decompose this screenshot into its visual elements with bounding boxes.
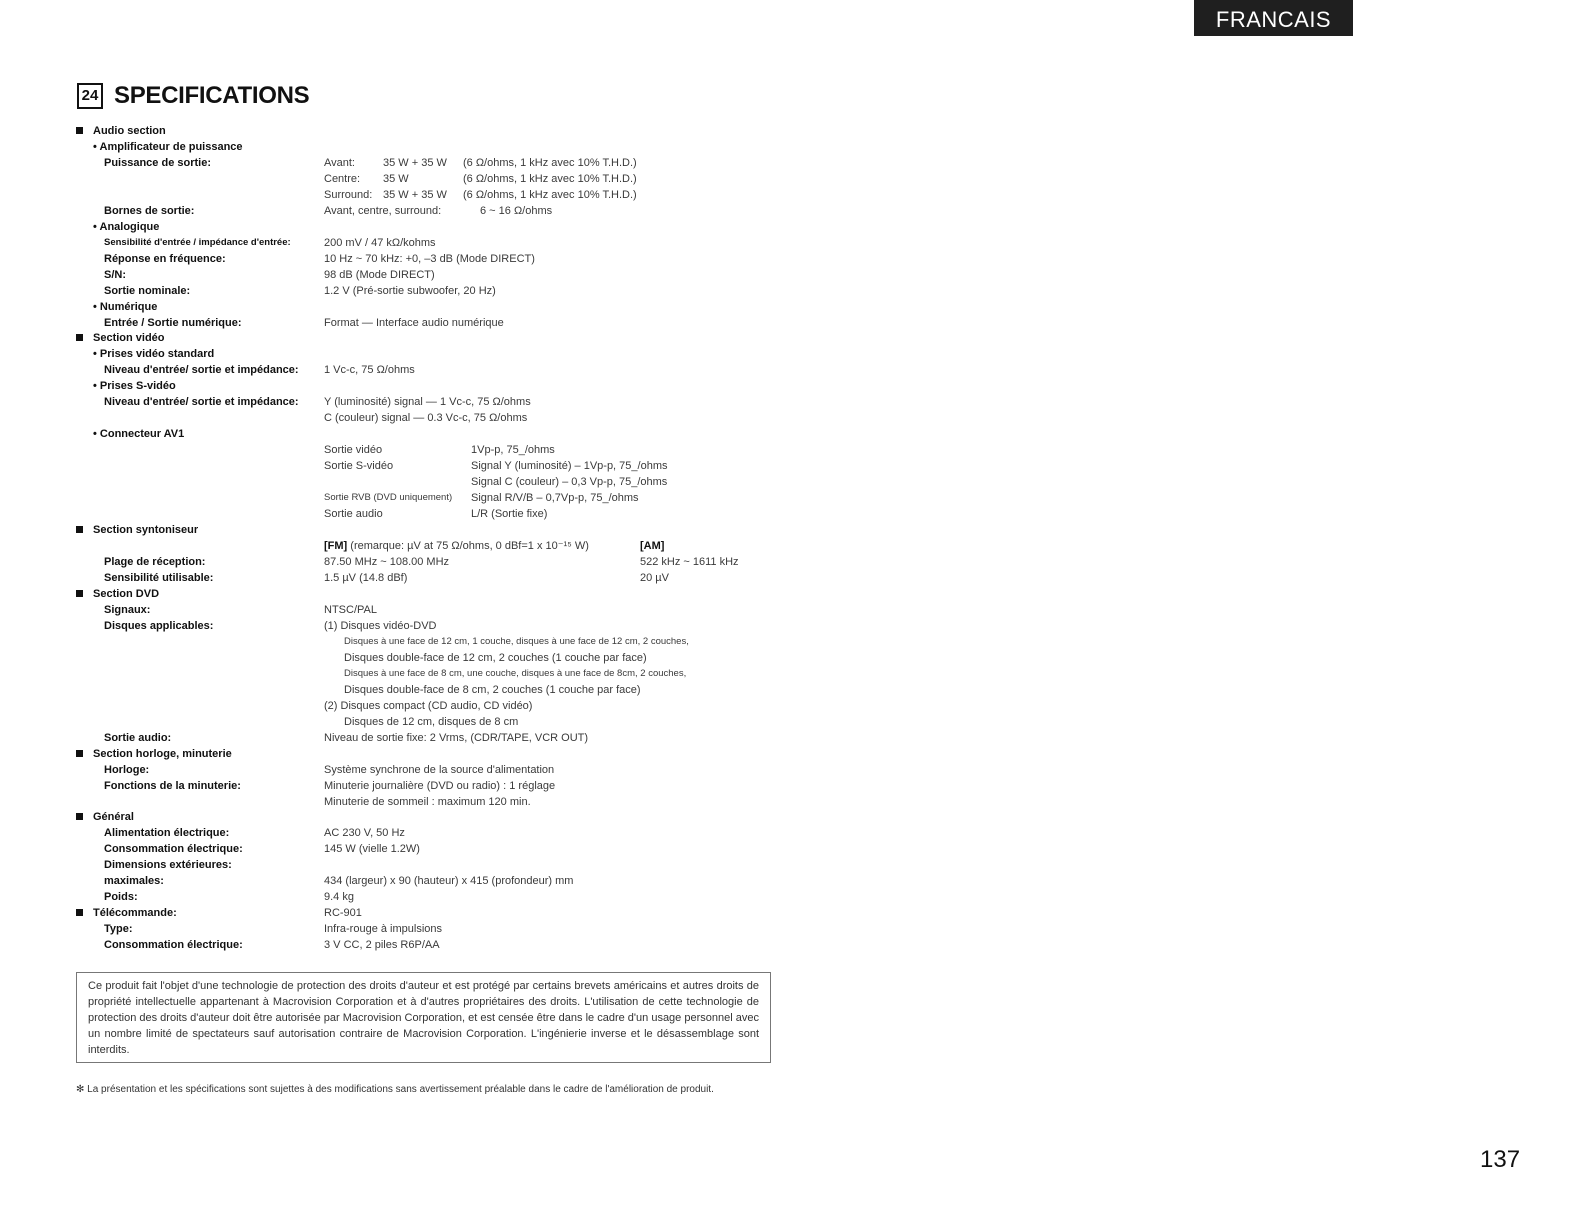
dvd-section-title: Section DVD — [93, 588, 160, 600]
av1-svideo-label: Sortie S-vidéo — [324, 460, 394, 472]
surround-value: 35 W + 35 W — [383, 189, 447, 201]
analog-subheading: • Analogique — [93, 221, 160, 233]
copyright-notice: Ce produit fait l'objet d'une technologie de protection des droits d'auteur et est protégé par certains brevets américains et autres droits de propriété intellectuelle appartenant à Macrovision Corporation et à d'autres propriétaires des droits. L'utilisation de cette technologie de protection des droits d'auteur doit être autorisée par Macrovision Corporation, et est censée être dans le cadre d'un usage personnel avec un nombre limité de spectateurs sauf autorisation contraire de Macrovision Corporation. L'ingénierie inverse et le désassemblage sont interdits. — [76, 972, 771, 1063]
language-tab: FRANCAIS — [1194, 0, 1353, 36]
square-bullet-icon — [76, 590, 83, 597]
page-title: SPECIFICATIONS — [114, 82, 310, 109]
av1-video-value: 1Vp-p, 75_/ohms — [471, 444, 555, 456]
remote-section-title: Télécommande: — [93, 907, 177, 919]
av1-svideo-y-value: Signal Y (luminosité) – 1Vp-p, 75_/ohms — [471, 460, 668, 472]
dimensions-label-2: maximales: — [104, 875, 164, 887]
reception-range-label: Plage de réception: — [104, 556, 206, 568]
square-bullet-icon — [76, 813, 83, 820]
output-terminals-label: Bornes de sortie: — [104, 205, 195, 217]
footnote: ✻ La présentation et les spécifications sont sujettes à des modifications sans avertissement préalable dans le cadre de l'amélioration de produit. — [76, 1084, 714, 1095]
input-sensitivity-label: Sensibilité d'entrée / impédance d'entrée: — [104, 237, 291, 248]
page-number: 137 — [1480, 1146, 1521, 1173]
square-bullet-icon — [76, 750, 83, 757]
av1-subheading: • Connecteur AV1 — [93, 428, 185, 440]
weight-label: Poids: — [104, 891, 138, 903]
section-number: 24 — [77, 83, 103, 109]
square-bullet-icon — [76, 334, 83, 341]
center-label: Centre: — [324, 173, 361, 185]
usable-sensitivity-label: Sensibilité utilisable: — [104, 572, 214, 584]
front-label: Avant: — [324, 157, 355, 169]
power-output-label: Puissance de sortie: — [104, 157, 211, 169]
dvd-audio-out-label: Sortie audio: — [104, 732, 172, 744]
remote-consumption-value: 3 V CC, 2 piles R6P/AA — [324, 939, 440, 951]
disc-type-1c: Disques à une face de 8 cm, une couche, disques à une face de 8cm, 2 couches, — [344, 668, 687, 679]
weight-value: 9.4 kg — [324, 891, 354, 903]
av1-svideo-c-value: Signal C (couleur) – 0,3 Vp-p, 75_/ohms — [471, 476, 668, 488]
disc-type-1b: Disques double-face de 12 cm, 2 couches (1 couche par face) — [344, 652, 647, 664]
nominal-output-value: 1.2 V (Pré-sortie subwoofer, 20 Hz) — [324, 285, 496, 297]
reception-range-fm: 87.50 MHz ~ 108.00 MHz — [324, 556, 450, 568]
frequency-response-value: 10 Hz ~ 70 kHz: +0, –3 dB (Mode DIRECT) — [324, 253, 535, 265]
fm-label: [FM] — [324, 540, 348, 552]
usable-sensitivity-fm: 1.5 µV (14.8 dBf) — [324, 572, 408, 584]
digital-io-label: Entrée / Sortie numérique: — [104, 317, 242, 329]
std-video-level-label: Niveau d'entrée/ sortie et impédance: — [104, 364, 299, 376]
fm-note: (remarque: µV at 75 Ω/ohms, 0 dBf=1 x 10⁻¹⁵ W) — [350, 540, 589, 552]
timer-sleep-value: Minuterie de sommeil : maximum 120 min. — [324, 796, 531, 808]
dimensions-label: Dimensions extérieures: — [104, 859, 232, 871]
av1-video-label: Sortie vidéo — [324, 444, 383, 456]
signal-value: NTSC/PAL — [324, 604, 377, 616]
front-value: 35 W + 35 W — [383, 157, 447, 169]
s-video-level-label: Niveau d'entrée/ sortie et impédance: — [104, 396, 299, 408]
digital-subheading: • Numérique — [93, 301, 158, 313]
disc-type-1a: Disques à une face de 12 cm, 1 couche, disques à une face de 12 cm, 2 couches, — [344, 636, 689, 647]
center-value: 35 W — [383, 173, 409, 185]
av1-audio-value: L/R (Sortie fixe) — [471, 508, 548, 520]
power-consumption-value: 145 W (vielle 1.2W) — [324, 843, 420, 855]
section-heading — [77, 82, 309, 110]
remote-consumption-label: Consommation électrique: — [104, 939, 243, 951]
remote-model-value: RC-901 — [324, 907, 362, 919]
clock-value: Système synchrone de la source d'alimentation — [324, 764, 555, 776]
clock-label: Horloge: — [104, 764, 150, 776]
clock-section-title: Section horloge, minuterie — [93, 748, 232, 760]
s-video-subheading: • Prises S-vidéo — [93, 380, 176, 392]
disc-type-2a: Disques de 12 cm, disques de 8 cm — [344, 716, 519, 728]
power-supply-label: Alimentation électrique: — [104, 827, 230, 839]
nominal-output-label: Sortie nominale: — [104, 285, 191, 297]
front-condition: (6 Ω/ohms, 1 kHz avec 10% T.H.D.) — [463, 157, 637, 169]
center-condition: (6 Ω/ohms, 1 kHz avec 10% T.H.D.) — [463, 173, 637, 185]
av1-rgb-value: Signal R/V/B – 0,7Vp-p, 75_/ohms — [471, 492, 639, 504]
disc-type-1d: Disques double-face de 8 cm, 2 couches (1 couche par face) — [344, 684, 641, 696]
remote-type-label: Type: — [104, 923, 133, 935]
frequency-response-label: Réponse en fréquence: — [104, 253, 226, 265]
reception-range-am: 522 kHz ~ 1611 kHz — [640, 556, 739, 568]
tuner-section-title: Section syntoniseur — [93, 524, 199, 536]
digital-io-value: Format — Interface audio numérique — [324, 317, 504, 329]
dvd-audio-out-value: Niveau de sortie fixe: 2 Vrms, (CDR/TAPE, VCR OUT) — [324, 732, 589, 744]
general-section-title: Général — [93, 811, 134, 823]
power-supply-value: AC 230 V, 50 Hz — [324, 827, 405, 839]
power-consumption-label: Consommation électrique: — [104, 843, 243, 855]
square-bullet-icon — [76, 909, 83, 916]
av1-rgb-label: Sortie RVB (DVD uniquement) — [324, 492, 453, 503]
timer-daily-value: Minuterie journalière (DVD ou radio) : 1 réglage — [324, 780, 556, 792]
applicable-discs-label: Disques applicables: — [104, 620, 214, 632]
s-video-c-value: C (couleur) signal — 0.3 Vc-c, 75 Ω/ohms — [324, 412, 528, 424]
disc-type-1: (1) Disques vidéo-DVD — [324, 620, 437, 632]
sn-label: S/N: — [104, 269, 126, 281]
input-sensitivity-value: 200 mV / 47 kΩ/kohms — [324, 237, 436, 249]
s-video-y-value: Y (luminosité) signal — 1 Vc-c, 75 Ω/ohms — [324, 396, 531, 408]
square-bullet-icon — [76, 526, 83, 533]
video-section-title: Section vidéo — [93, 332, 165, 344]
amp-subheading: • Amplificateur de puissance — [93, 141, 243, 153]
am-label: [AM] — [640, 540, 665, 552]
remote-type-value: Infra-rouge à impulsions — [324, 923, 443, 935]
surround-condition: (6 Ω/ohms, 1 kHz avec 10% T.H.D.) — [463, 189, 637, 201]
fm-header — [324, 539, 589, 553]
usable-sensitivity-am: 20 µV — [640, 572, 669, 584]
av1-audio-label: Sortie audio — [324, 508, 383, 520]
square-bullet-icon — [76, 127, 83, 134]
disc-type-2: (2) Disques compact (CD audio, CD vidéo) — [324, 700, 533, 712]
std-video-level-value: 1 Vc-c, 75 Ω/ohms — [324, 364, 415, 376]
audio-section-title: Audio section — [93, 125, 166, 137]
sn-value: 98 dB (Mode DIRECT) — [324, 269, 435, 281]
output-terminals-impedance: 6 ~ 16 Ω/ohms — [480, 205, 553, 217]
dimensions-value: 434 (largeur) x 90 (hauteur) x 415 (profondeur) mm — [324, 875, 574, 887]
signal-label: Signaux: — [104, 604, 151, 616]
std-video-subheading: • Prises vidéo standard — [93, 348, 215, 360]
timer-functions-label: Fonctions de la minuterie: — [104, 780, 241, 792]
surround-label: Surround: — [324, 189, 373, 201]
output-terminals-value: Avant, centre, surround: — [324, 205, 442, 217]
